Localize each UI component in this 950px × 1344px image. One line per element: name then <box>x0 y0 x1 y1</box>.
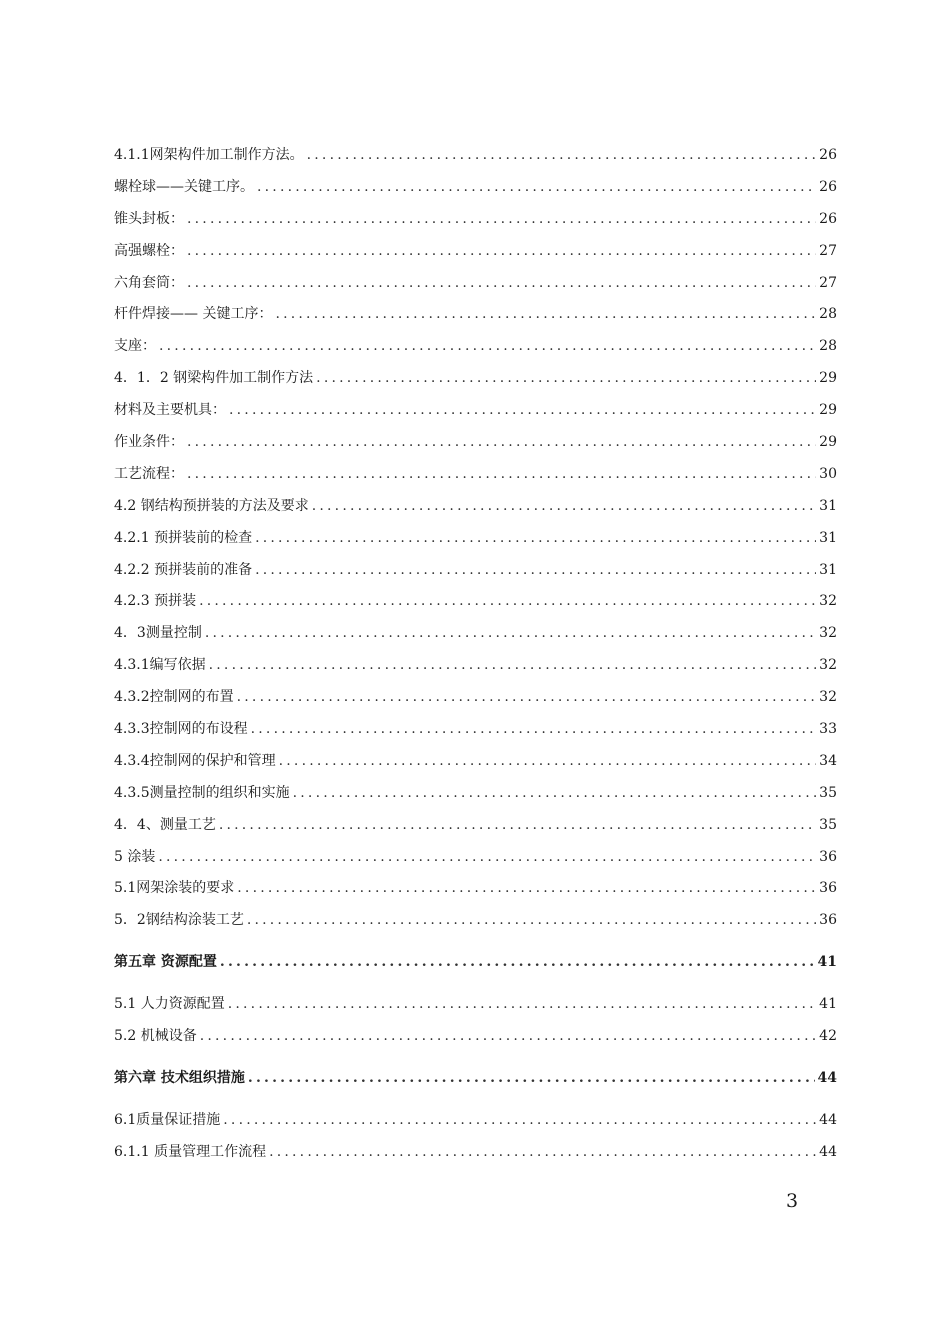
toc-entry-title: 工艺流程： <box>114 465 184 482</box>
dot-leader <box>255 555 816 587</box>
toc-entry[interactable] <box>114 459 837 491</box>
toc-entry-page: 29 <box>819 402 837 419</box>
toc-chapter-entry[interactable] <box>114 947 837 979</box>
dot-leader <box>269 1137 816 1169</box>
toc-entry-title: 作业条件： <box>114 434 184 451</box>
toc-entry-page: 30 <box>819 465 837 482</box>
toc-entry[interactable] <box>114 236 837 268</box>
dot-leader <box>255 523 816 555</box>
toc-entry[interactable] <box>114 618 837 650</box>
toc-entry[interactable] <box>114 331 837 363</box>
dot-leader <box>220 947 815 979</box>
toc-entry-page: 26 <box>819 178 837 195</box>
toc-entry-page: 29 <box>819 370 837 387</box>
toc-entry-title: 4.3.4控制网的保护和管理 <box>114 752 276 769</box>
toc-entry-page: 44 <box>819 1111 837 1128</box>
dot-leader <box>279 746 816 778</box>
toc-entry-title: 4．4、测量工艺 <box>114 816 216 833</box>
toc-entry-page: 28 <box>819 306 837 323</box>
toc-entry-page: 35 <box>819 816 837 833</box>
dot-leader <box>187 236 816 268</box>
toc-entry[interactable] <box>114 989 837 1021</box>
toc-entry-page: 26 <box>819 210 837 227</box>
toc-entry[interactable] <box>114 140 837 172</box>
toc-entry-title: 6.1质量保证措施 <box>114 1111 221 1128</box>
toc-entry[interactable] <box>114 810 837 842</box>
dot-leader <box>228 989 816 1021</box>
toc-entry-page: 41 <box>817 954 837 971</box>
toc-entry-title: 5 涂装 <box>114 848 156 865</box>
toc-entry-page: 32 <box>819 657 837 674</box>
toc-entry-title: 支座： <box>114 338 156 355</box>
toc-entry-page: 31 <box>819 529 837 546</box>
dot-leader <box>237 873 816 905</box>
toc-entry-title: 第六章 技术组织措施 <box>114 1069 245 1086</box>
dot-leader <box>248 1063 815 1095</box>
toc-entry-page: 32 <box>819 689 837 706</box>
toc-entry-page: 44 <box>817 1069 837 1086</box>
dot-leader <box>223 1105 816 1137</box>
toc-chapter-entry[interactable] <box>114 1063 837 1095</box>
table-of-contents <box>114 140 837 1169</box>
toc-entry-title: 4.1.1网架构件加工制作方法。 <box>114 147 304 163</box>
dot-leader <box>158 842 816 874</box>
toc-entry-page: 33 <box>819 721 837 738</box>
toc-entry-title: 杆件焊接—— 关键工序： <box>114 306 273 323</box>
dot-leader <box>247 905 816 937</box>
toc-entry-page: 36 <box>819 880 837 897</box>
toc-entry-title: 5.2 机械设备 <box>114 1028 197 1045</box>
toc-entry-title: 4.2.3 预拼装 <box>114 593 197 610</box>
toc-entry[interactable] <box>114 746 837 778</box>
toc-entry-page: 36 <box>819 912 837 929</box>
toc-entry[interactable] <box>114 363 837 395</box>
toc-entry-title: 4．1．2 钢梁构件加工制作方法 <box>114 370 314 387</box>
toc-entry-page: 26 <box>819 147 837 163</box>
toc-entry[interactable] <box>114 650 837 682</box>
toc-entry[interactable] <box>114 682 837 714</box>
dot-leader <box>187 268 816 300</box>
toc-entry-title: 材料及主要机具： <box>114 402 226 419</box>
toc-entry[interactable] <box>114 586 837 618</box>
toc-entry-page: 44 <box>819 1143 837 1160</box>
toc-entry-page: 31 <box>819 561 837 578</box>
dot-leader <box>187 427 816 459</box>
dot-leader <box>219 810 816 842</box>
toc-entry[interactable] <box>114 873 837 905</box>
toc-entry-title: 4.3.3控制网的布设程 <box>114 721 248 738</box>
toc-entry-page: 27 <box>819 242 837 259</box>
toc-entry-title: 4.2.1 预拼装前的检查 <box>114 529 253 546</box>
toc-entry[interactable] <box>114 842 837 874</box>
toc-entry-title: 高强螺栓： <box>114 242 184 259</box>
toc-entry[interactable] <box>114 778 837 810</box>
toc-entry[interactable] <box>114 491 837 523</box>
toc-entry[interactable] <box>114 427 837 459</box>
dot-leader <box>159 331 816 363</box>
toc-entry[interactable] <box>114 1105 837 1137</box>
toc-entry[interactable] <box>114 395 837 427</box>
toc-entry-title: 锥头封板： <box>114 210 184 227</box>
toc-entry[interactable] <box>114 523 837 555</box>
toc-entry-page: 41 <box>819 996 837 1013</box>
toc-entry[interactable] <box>114 204 837 236</box>
page-number: 3 <box>786 1190 799 1212</box>
toc-entry-page: 34 <box>819 752 837 769</box>
toc-entry-title: 5．2钢结构涂装工艺 <box>114 912 244 929</box>
toc-entry-title: 4.3.1编写依据 <box>114 657 206 674</box>
dot-leader <box>251 714 816 746</box>
dot-leader <box>229 395 816 427</box>
dot-leader <box>237 682 816 714</box>
dot-leader <box>316 363 816 395</box>
toc-entry-title: 4.3.2控制网的布置 <box>114 689 234 706</box>
dot-leader <box>275 299 816 331</box>
dot-leader <box>200 1021 816 1053</box>
toc-entry-title: 5.1网架涂装的要求 <box>114 880 235 897</box>
toc-entry-page: 32 <box>819 625 837 642</box>
dot-leader <box>205 618 816 650</box>
dot-leader <box>312 491 816 523</box>
toc-entry[interactable] <box>114 172 837 204</box>
toc-entry[interactable] <box>114 1021 837 1053</box>
toc-entry-page: 36 <box>819 848 837 865</box>
dot-leader <box>187 204 816 236</box>
dot-leader <box>257 172 816 204</box>
toc-entry[interactable] <box>114 268 837 300</box>
toc-entry-page: 27 <box>819 274 837 291</box>
toc-entry-page: 32 <box>819 593 837 610</box>
dot-leader <box>209 650 816 682</box>
toc-entry[interactable] <box>114 714 837 746</box>
toc-entry[interactable] <box>114 299 837 331</box>
toc-entry-title: 6.1.1 质量管理工作流程 <box>114 1143 267 1160</box>
toc-entry-title: 4.3.5测量控制的组织和实施 <box>114 784 290 801</box>
dot-leader <box>307 140 816 172</box>
toc-entry[interactable] <box>114 555 837 587</box>
toc-entry-page: 42 <box>819 1028 837 1045</box>
toc-entry[interactable] <box>114 905 837 937</box>
dot-leader <box>293 778 816 810</box>
toc-entry-title: 4.2 钢结构预拼装的方法及要求 <box>114 497 309 514</box>
toc-entry-title: 第五章 资源配置 <box>114 954 217 971</box>
toc-entry-page: 29 <box>819 434 837 451</box>
toc-entry-title: 4.2.2 预拼装前的准备 <box>114 561 253 578</box>
toc-entry-page: 28 <box>819 338 837 355</box>
toc-entry-page: 35 <box>819 784 837 801</box>
toc-entry-title: 螺栓球——关键工序。 <box>114 178 254 195</box>
toc-entry-title: 六角套筒： <box>114 274 184 291</box>
toc-entry-title: 5.1 人力资源配置 <box>114 996 225 1013</box>
toc-entry-page: 31 <box>819 497 837 514</box>
dot-leader <box>199 586 816 618</box>
toc-entry[interactable] <box>114 1137 837 1169</box>
toc-entry-title: 4．3测量控制 <box>114 625 202 642</box>
dot-leader <box>187 459 816 491</box>
